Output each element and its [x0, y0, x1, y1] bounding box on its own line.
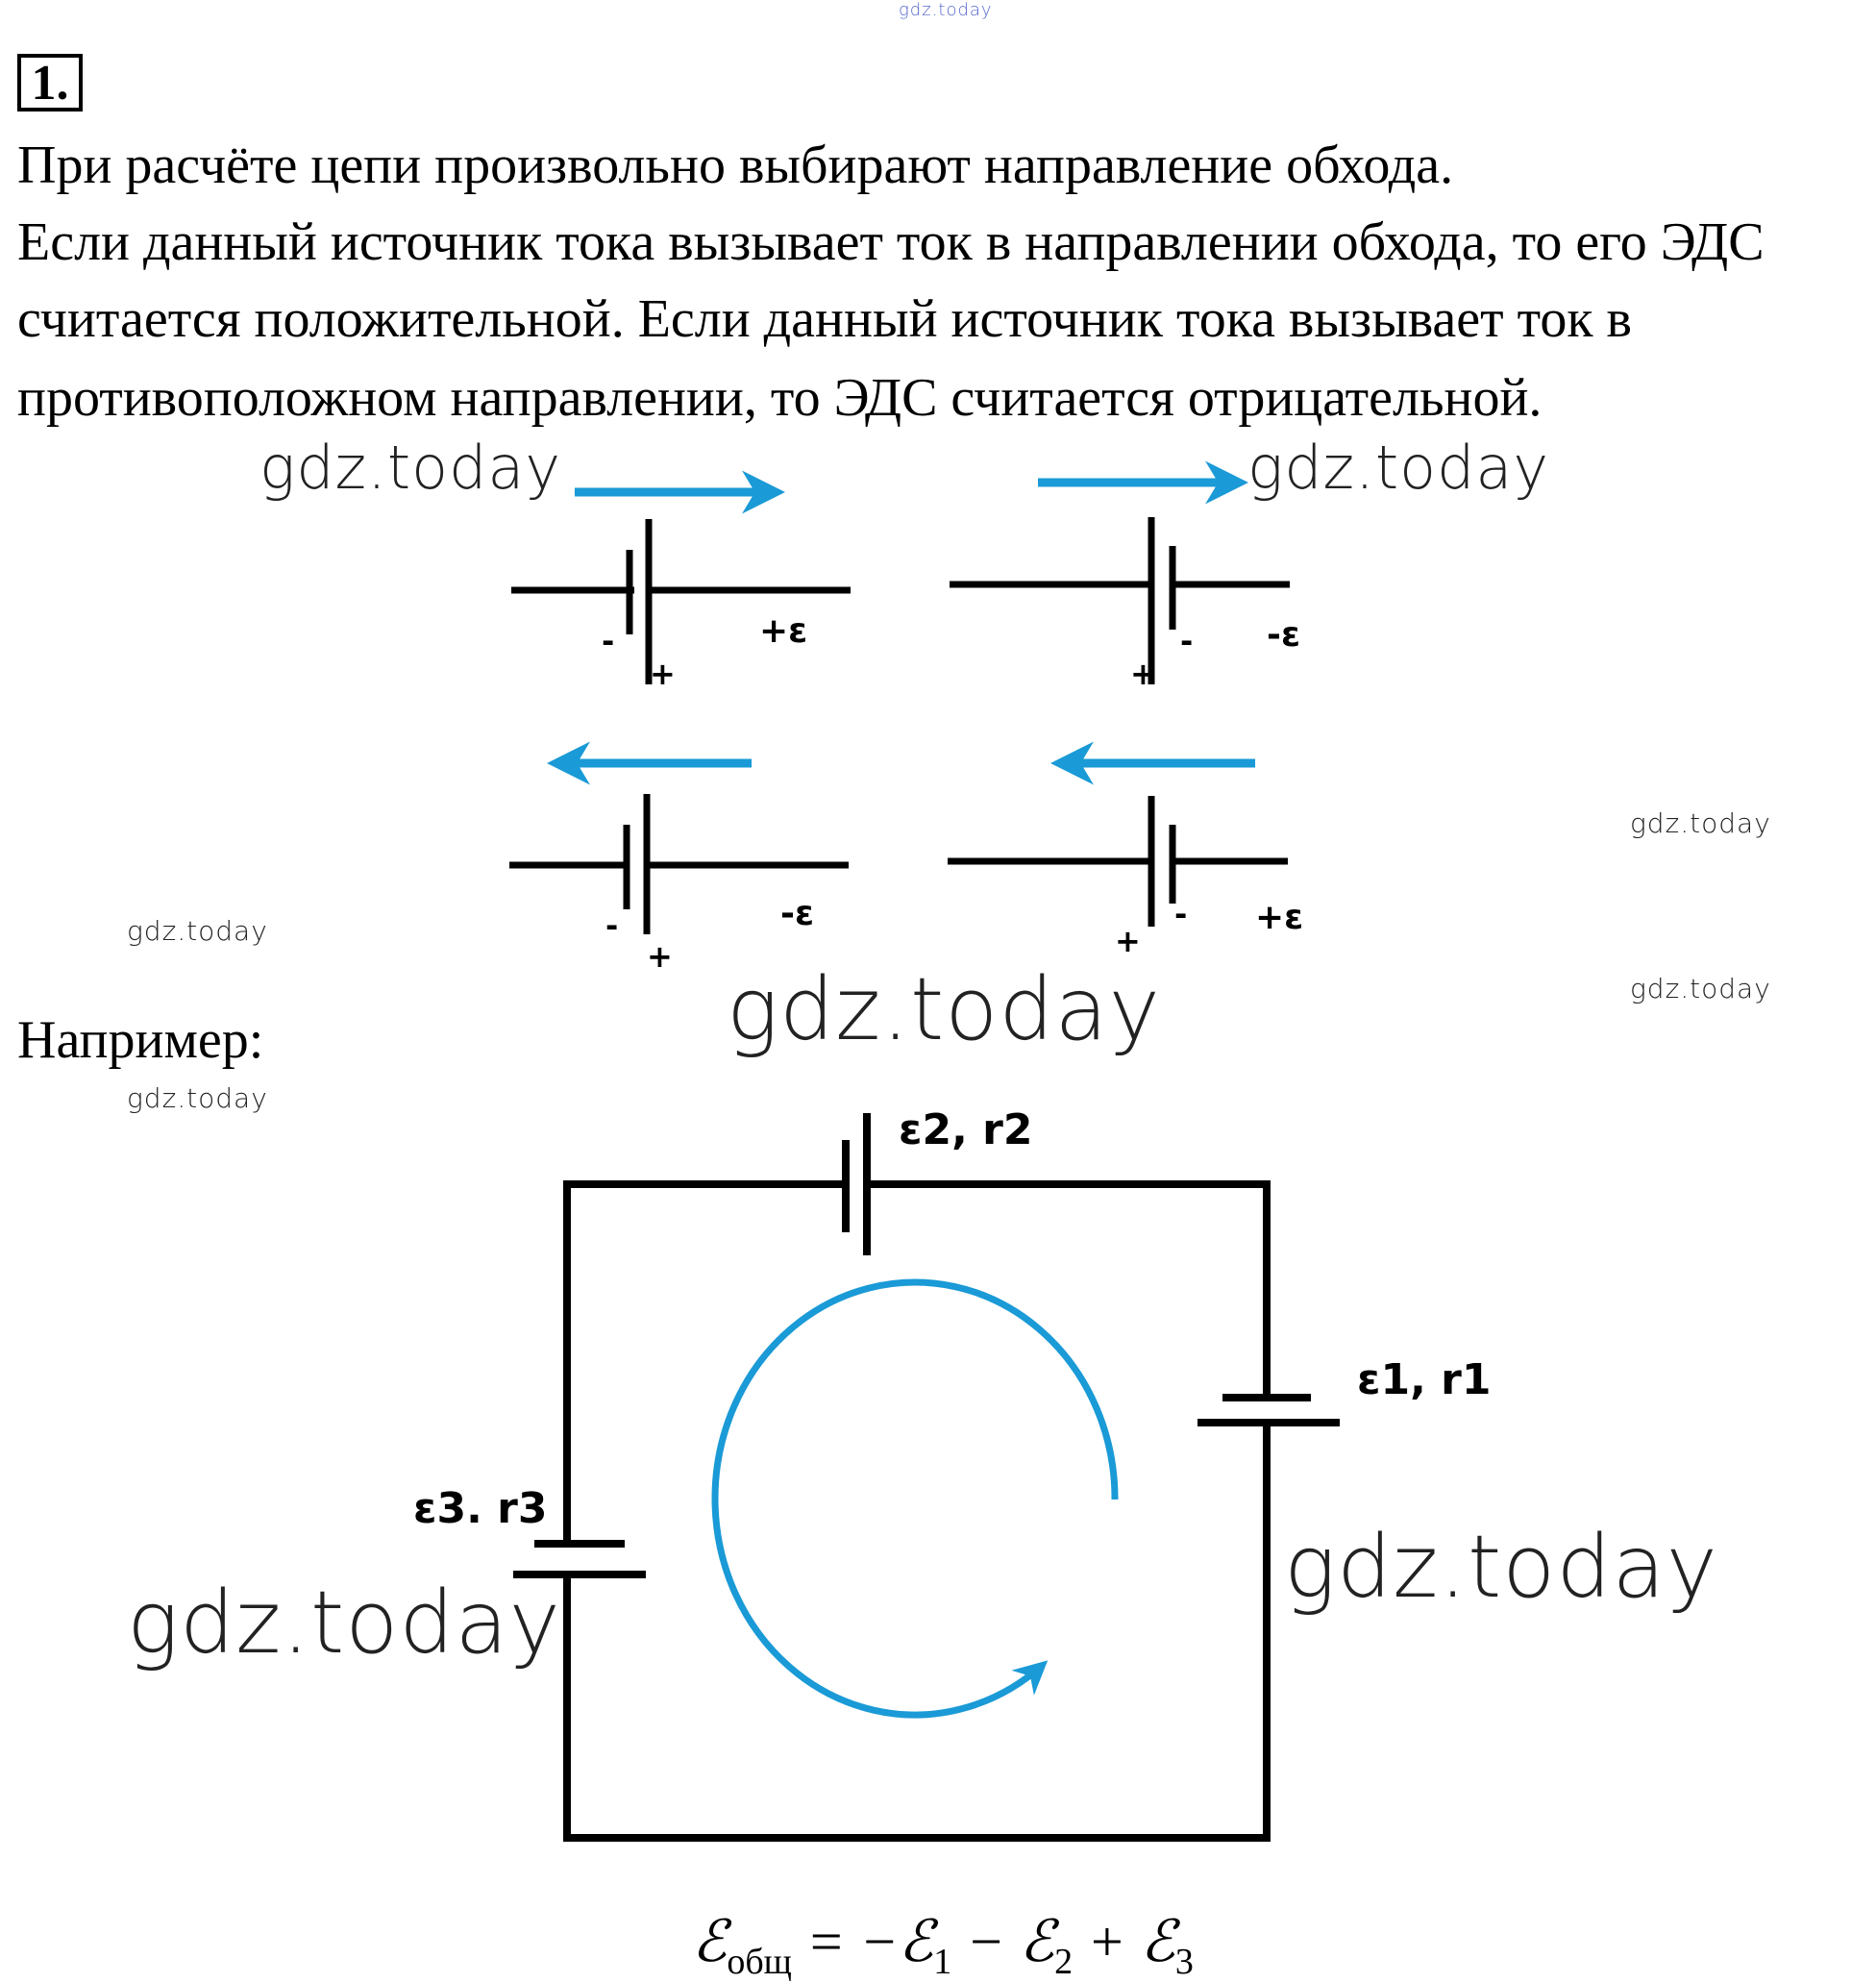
- plus-sign: +: [650, 656, 676, 692]
- emf-label: +ε: [1255, 898, 1304, 937]
- plus-sign: +: [647, 938, 673, 975]
- formula-lhs: ℰ: [692, 1910, 728, 1973]
- watermark-large-2: gdz.today: [1247, 433, 1550, 503]
- emf-label: -ε: [780, 894, 814, 933]
- plus-sign: +: [1115, 923, 1141, 959]
- total-emf-formula: [692, 1908, 1194, 1983]
- minus-sign: -: [602, 623, 615, 659]
- loop-direction-arrow: [715, 1282, 1115, 1715]
- minus-sign: -: [605, 907, 619, 944]
- sign-example-3: [509, 763, 849, 975]
- sign-example-2: [950, 483, 1300, 692]
- source2-label: ε2, r2: [899, 1105, 1033, 1154]
- formula-term-2: − ℰ: [951, 1910, 1055, 1973]
- formula-lhs-sub: общ: [727, 1942, 792, 1982]
- emf-label: +ε: [759, 611, 808, 651]
- watermark-small-4: gdz.today: [127, 1082, 268, 1114]
- example-label: Например:: [17, 1010, 264, 1070]
- formula-term-3: + ℰ: [1073, 1910, 1175, 1973]
- plus-sign: +: [1130, 656, 1156, 692]
- minus-sign: -: [1174, 896, 1188, 932]
- sign-example-4: [948, 763, 1303, 959]
- watermark-large-4: gdz.today: [1284, 1517, 1718, 1618]
- task-number: 1.: [17, 54, 83, 112]
- watermark-large-1: gdz.today: [259, 433, 562, 503]
- text-line-3: считается положительной. Если данный источник тока вызывает ток в: [17, 289, 1632, 349]
- emf-label: -ε: [1267, 615, 1300, 655]
- text-line-1: При расчёте цепи произвольно выбирают направление обхода.: [17, 136, 1454, 195]
- watermark-small-3: gdz.today: [1630, 973, 1771, 1004]
- text-line-2: Если данный источник тока вызывает ток в направлении обхода, то его ЭДС: [17, 212, 1765, 272]
- formula-sub-3: 3: [1174, 1942, 1194, 1982]
- watermark-small-2: gdz.today: [127, 915, 268, 947]
- formula-sub-2: 2: [1054, 1942, 1074, 1982]
- sign-example-1: [511, 492, 851, 692]
- watermark-large-5: gdz.today: [127, 1573, 561, 1673]
- formula-term-1: = −ℰ: [791, 1910, 934, 1973]
- example-circuit: [413, 1105, 1491, 1842]
- source3-label: ε3. r3: [413, 1484, 548, 1533]
- watermark-small-1: gdz.today: [1630, 807, 1771, 839]
- minus-sign: -: [1180, 623, 1194, 659]
- watermark-top: gdz.today: [899, 0, 993, 20]
- formula-sub-1: 1: [933, 1942, 952, 1982]
- watermark-large-3: gdz.today: [727, 959, 1161, 1060]
- source1-label: ε1, r1: [1357, 1355, 1492, 1404]
- text-line-4: противоположном направлении, то ЭДС считается отрицательной.: [17, 368, 1543, 428]
